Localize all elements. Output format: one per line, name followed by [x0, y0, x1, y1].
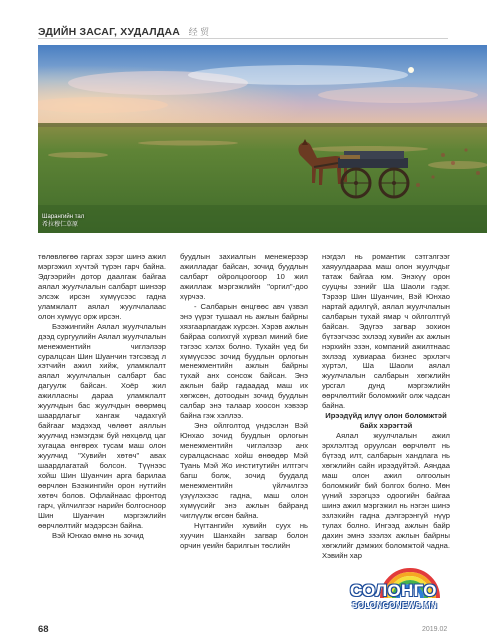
- text-column-2: [180, 252, 308, 551]
- photo-caption-cn: 希拉穆仁草原: [42, 222, 79, 228]
- photo-illustration: [38, 45, 487, 233]
- photo-caption-mn: Шарангийн тал: [42, 214, 85, 220]
- header-divider: [38, 38, 448, 39]
- paragraph: төлөвлөгөө гаргах зэрэг шинэ ажил мэргэжил хүчтэй түрэн гарч байна. Эдгээрийн дотор даалгаж байгаа аялал жуулчлалын салбарт шинээр элсэж ирсэн хүмүүсээс гадна уламжлалт аялал жуулчлалаас олон хүмүүс орж ирсэн.: [38, 252, 166, 321]
- paragraph: буудлын захиалгын менежерээр ажилладаг байсан, зочид буудлын салбарт ойролцоогоор 10 жил ажиллаж мэргэжлийн "оргил"-доо хүрчээ.: [180, 252, 308, 301]
- grassland-photo: [38, 45, 487, 233]
- paragraph: - Салбарын өнцгөөс авч үзвэл энэ үүрэг тушаал нь ажлын байрны хязгаарлагдаж хүрсэн. Хэрэв ажлын байраа солихгүй хүрвэл миний бие тэгээс хэлэх болно. Тухайн үед би хүмүүсээс зочид буудлын орлогын менежментийн ажлын байрны тухай анх сонсож байсан. Энэ ажлын байр гадаадад маш их хөгжсөн, дотоодын зочид буудлын салбар энэ талаар хоосон хэвээр байна гэж хэллээ.: [180, 301, 308, 421]
- photo-caption: [42, 213, 84, 229]
- paragraph: Нүгтангийн хувийн суух нь хуучин Шанхайн загвар болон орчин үеийн барилгын төслийн: [180, 520, 308, 550]
- paragraph: Вэй Юнхао өмнө нь зочид: [52, 530, 144, 540]
- section-title-chinese: 经 贸: [188, 27, 210, 37]
- watermark-name: СОЛОНГО: [350, 581, 437, 600]
- paragraph: нэгдэл нь романтик сэтгэлгээг хаяуулдаараа маш олон жуулчдыг татаж байгаа юм. Энэхүү орон сууцны эзнийг Ша Шаоли гэдэг. Тэрээр Шин Шуанчин, Вэй Юнхао нартай адилгүй, аялал жуулчлалын салбарын тухай ямар ч ойлголтгүй байсан. Эдүгээ загвар зохион бүтээгчээс эхлээд хувийн ах ажлын нэрхийн эзэн, компаний ажилтнаас эхлээд хувиараа бизнес эрхлэгч хүртэл, Ша Шаоли аялал жуулчлалын салбарын хөгжлийн урсгал дунд мэргэжлийн өөрчлөлтийг боломжийг олж чадсан байна.: [322, 252, 450, 411]
- page-number: 68: [38, 624, 49, 635]
- watermark-url: SOLONGONEWS.MN: [352, 601, 438, 610]
- section-subheading: Ирээдүйд илүү олон боломжтэй байх хэрэгтэй: [325, 411, 447, 431]
- paragraph: Аялал жуулчлалын ажил эрхлэлтэд оруулсан өөрчлөлт нь бүтээд илт, салбарын хандлага нь хөгжлийн сайн ирээдүйтэй. Аяндаа маш олон ажил олгоолын боломжийг бий болгох болно. Мөн үүний зэрэгцээ одоогийн байгаа шинэ ажил мэргэжил нь нэгэн шинэ эзлэхийн гадна дэлгэрэнгүй нүүр тулах болно. Ингээд ажлын байр дахин эмнэ зээлэх ажлын байрны хөгжлийг дэмжих боломжтой чадна. Хэвийн хар: [322, 431, 450, 560]
- paragraph: Бээжингийн Аялал жуулчлалын дээд сургуулийн Аялал жуулчлалын менежментийн чиглэлээр суралцсан Шин Шуанчин тэгсэвэд л хэтчийн ажил хийж, уламжлалт аялал жуулчлалын салбарт бас дагуулж байсан. Хоёр жил ажилласны дараа уламжлалт жуулчдын бас жуулчдын өөөрмөц шаардлагыг хангаж чадахгүй байгааг мэдэхэд чөлөөт аяллын жуулчид нэмэгдэж буй нөхцөлд цаг хугацаа өнгөрөх тусам маш олон жуулчид "Хувийн хөтөч" авах шаардлагатай болсон. Түүнээс хойш Шин Шуанчин арга барилаа өөрчлөн Бээжингийн орон нутгийн хөтөч болов. Офлайнаас фронтод гарч, үйлчилгээг нарийн болгосноор Шин Шуанчин мэргэжлийн өөрчлөлтийг мэдэрсэн байна.: [38, 321, 166, 530]
- section-title: ЭДИЙН ЗАСАГ, ХУДАЛДАА: [38, 26, 181, 38]
- text-column-1: [38, 252, 166, 541]
- text-column-3: [322, 252, 450, 561]
- issue-date: 2019.02: [422, 626, 448, 633]
- paragraph: Энэ ойлголтод үндэслэн Вэй Юнхао зочид буудлын орлогын менежментийн чиглэлээр анх суралцаснаас хойш өнөөдөр Мэй Туань Мэй Жо институтийн илтгэгч багш болж, зочид буудалд менежментийн үйлчилгээ үзүүлэхээс гадна, маш олон хүмүүсийг энэ ажлын байранд чиглүүлж өгсөн байна.: [180, 421, 308, 520]
